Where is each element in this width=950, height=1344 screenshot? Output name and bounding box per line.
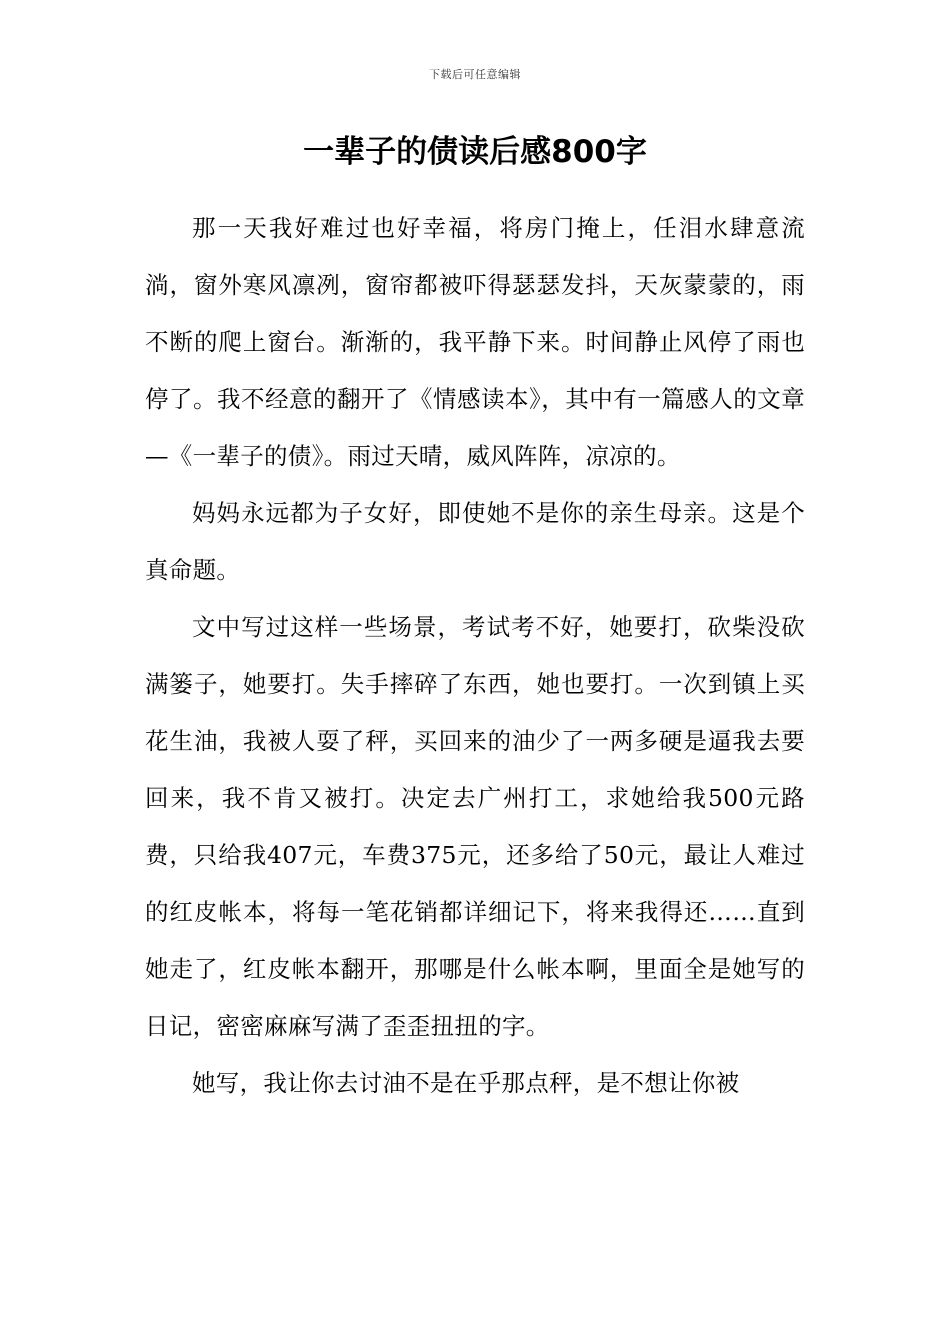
page-title: 一辈子的债读后感800字 bbox=[303, 134, 647, 170]
paragraph-2: 妈妈永远都为子女好，即使她不是你的亲生母亲。这是个真命题。 bbox=[145, 499, 805, 584]
header-note: 下载后可任意编辑 bbox=[429, 68, 521, 81]
paragraph-4: 她写，我让你去讨油不是在乎那点秤，是不想让你被 bbox=[192, 1069, 740, 1097]
document-body bbox=[145, 200, 805, 1112]
paragraph-3: 文中写过这样一些场景，考试考不好，她要打，砍柴没砍满篓子，她要打。失手摔碎了东西，她也要打。一次到镇上买花生油，我被人耍了秤，买回来的油少了一两多硬是逼我去要回来，我不肯又被打。决定去广州打工，求她给我500元路费，只给我407元，车费375元，还多给了50元，最让人难过的红皮帐本，将每一笔花销都详细记下，将来我得还……直到她走了，红皮帐本翻开，那哪是什么帐本啊，里面全是她写的日记，密密麻麻写满了歪歪扭扭的字。 bbox=[145, 613, 805, 1040]
paragraph-1: 那一天我好难过也好幸福，将房门掩上，任泪水肆意流淌，窗外寒风凛冽，窗帘都被吓得瑟瑟发抖，天灰蒙蒙的，雨不断的爬上窗台。渐渐的，我平静下来。时间静止风停了雨也停了。我不经意的翻开了《情感读本》，其中有一篇感人的文章—《一辈子的债》。雨过天晴，威风阵阵，凉凉的。 bbox=[145, 214, 805, 470]
